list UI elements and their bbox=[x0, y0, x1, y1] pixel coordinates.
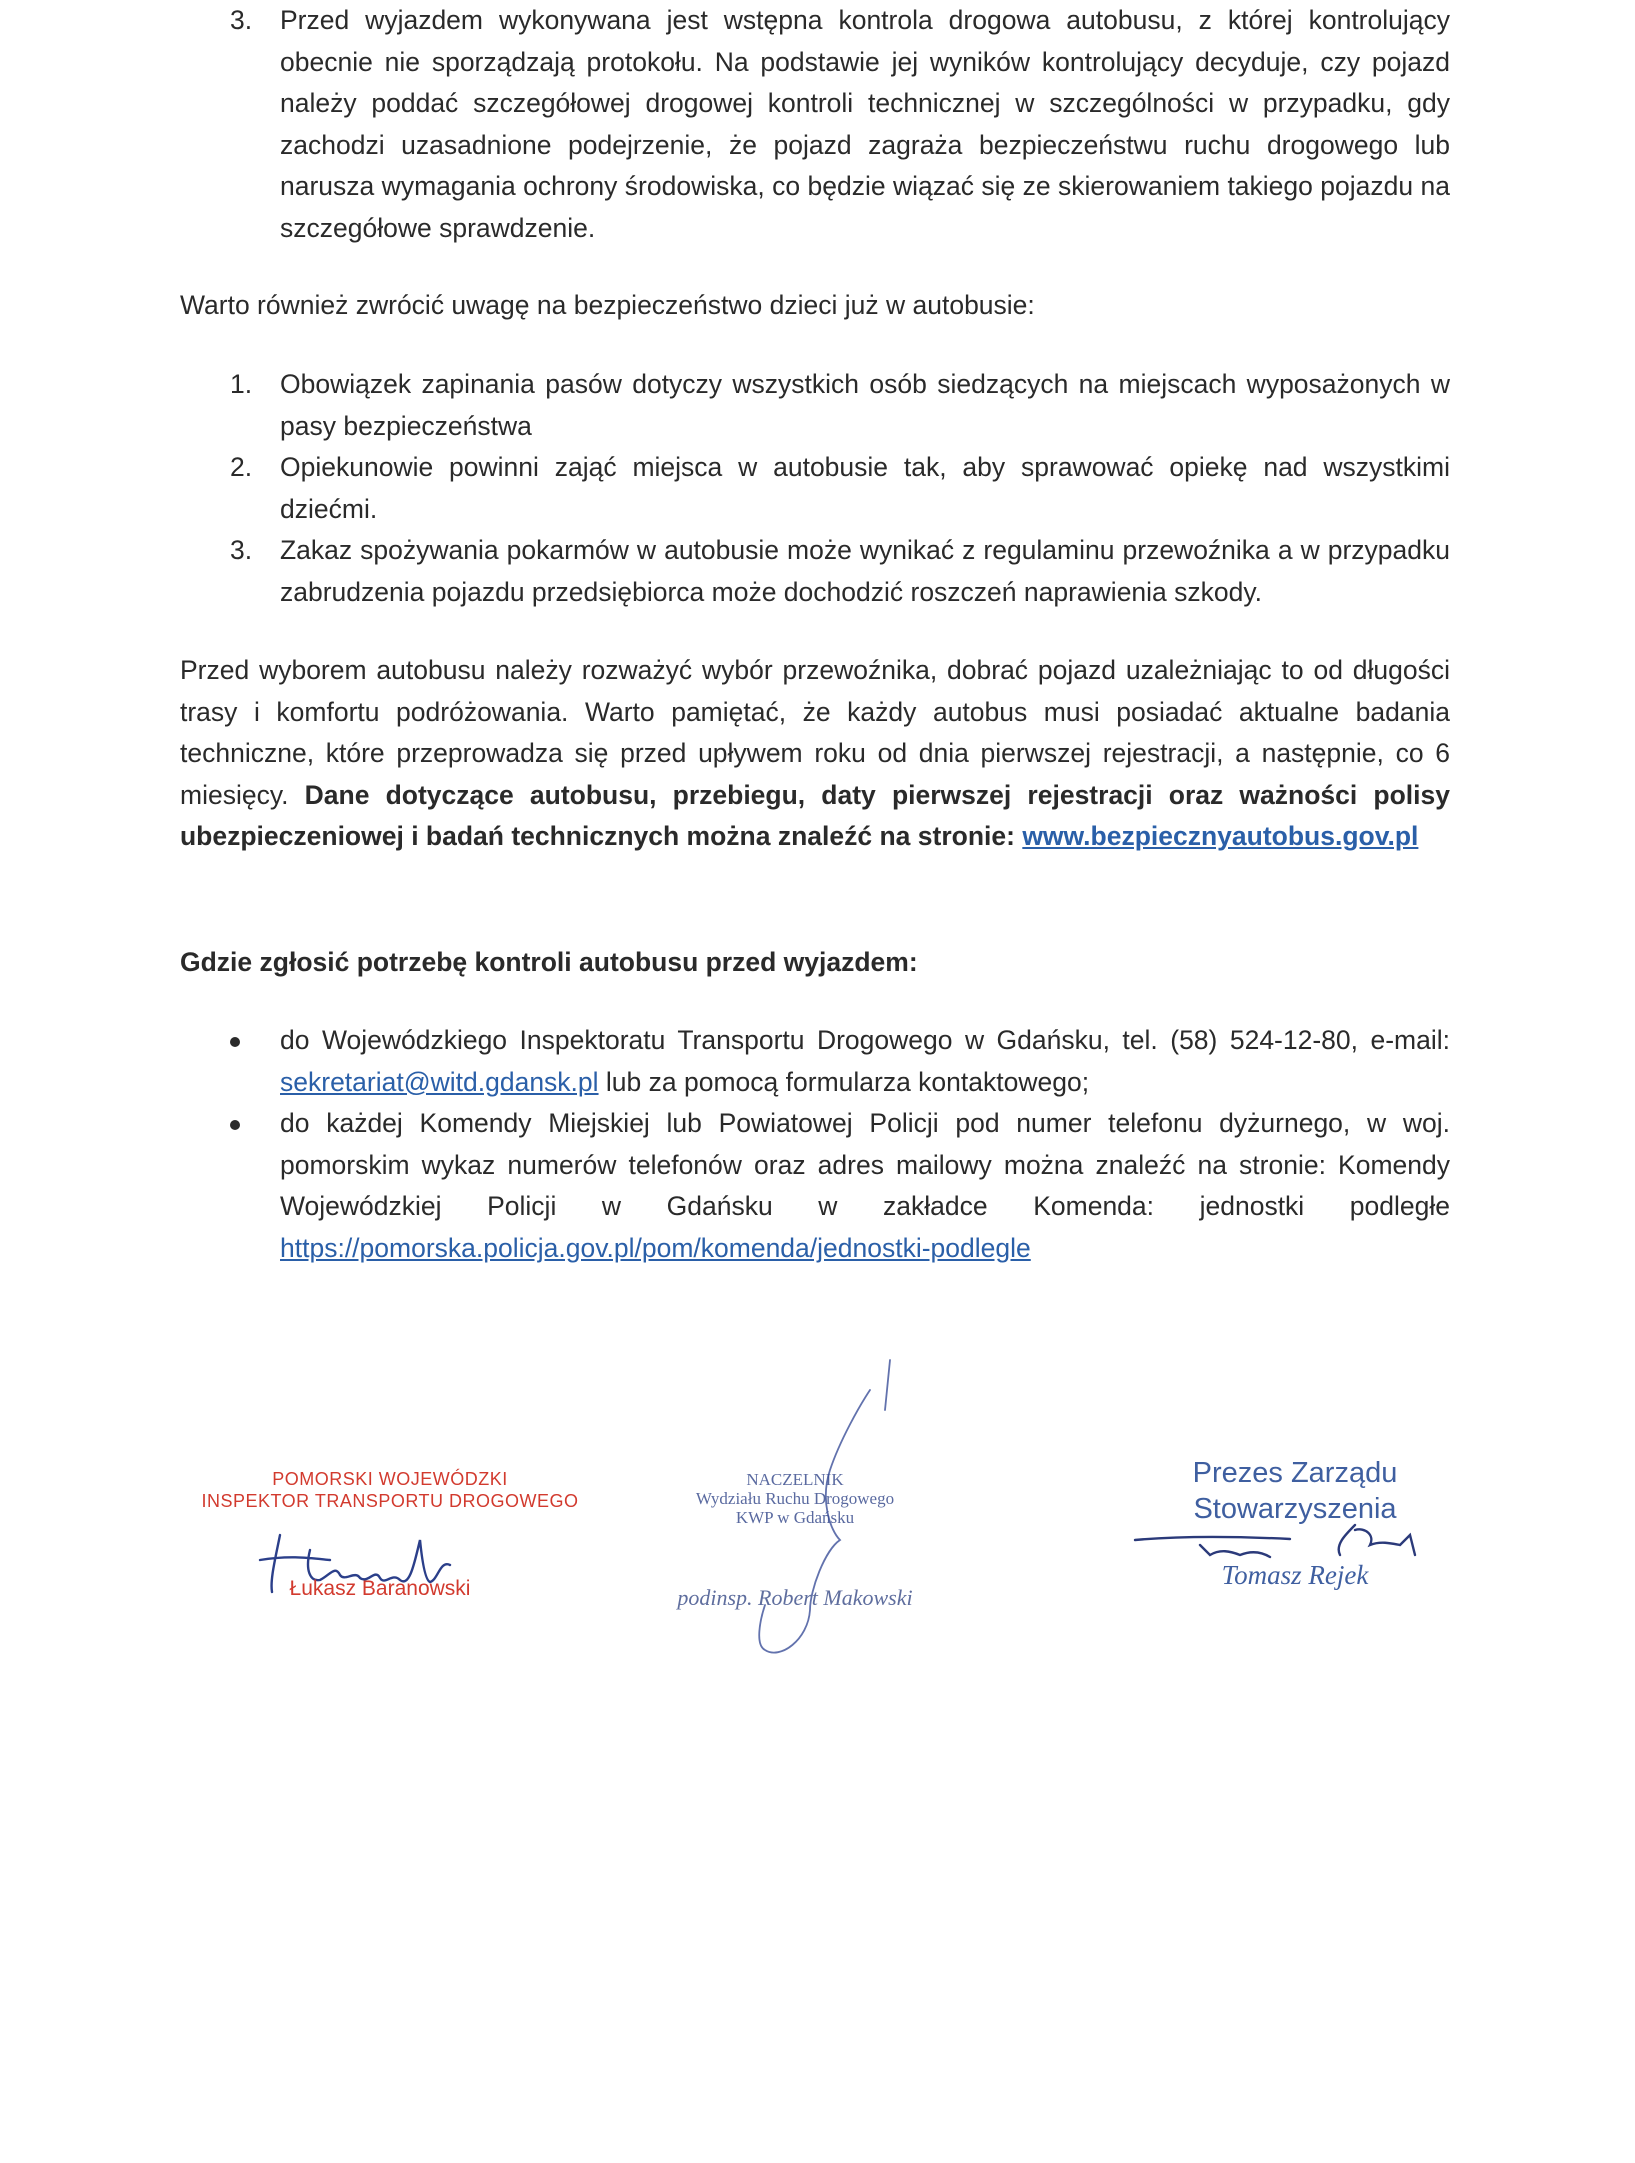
witd-stamp bbox=[190, 1468, 590, 1512]
witd-text: do Wojewódzkiego Inspektoratu Transportu Drogowego w Gdańsku, tel. (58) 524-12-80, e-mail: bbox=[280, 1025, 1450, 1055]
list-text: Zakaz spożywania pokarmów w autobusie może wynikać z regulaminu przewoźnika a w przypadku zabrudzenia pojazdu przedsiębiorca może dochodzić roszczeń naprawienia szkody. bbox=[280, 535, 1450, 607]
police-units-link[interactable]: https://pomorska.policja.gov.pl/pom/komenda/jednostki-podlegle bbox=[280, 1232, 1031, 1263]
police-signature-icon bbox=[690, 1350, 930, 1680]
witd-stamp-line2: INSPEKTOR TRANSPORTU DROGOWEGO bbox=[201, 1491, 579, 1511]
witd-email-link[interactable]: sekretariat@witd.gdansk.pl bbox=[280, 1066, 599, 1097]
bullet-text bbox=[280, 1103, 1450, 1269]
safety-intro: Warto również zwrócić uwagę na bezpieczeństwo dzieci już w autobusie: bbox=[180, 290, 1035, 320]
witd-stamp-line1: POMORSKI WOJEWÓDZKI bbox=[272, 1469, 508, 1489]
list-number: 2. bbox=[230, 452, 253, 482]
bus-choice-paragraph bbox=[180, 650, 1450, 858]
assoc-line2: Stowarzyszenia bbox=[1193, 1493, 1397, 1525]
police-stamp-line3: KWP w Gdańsku bbox=[735, 1508, 855, 1527]
list-text: Przed wyjazdem wykonywana jest wstępna kontrola drogowa autobusu, z której kontrolujący obecnie nie sporządzają protokołu. Na podstawie jej wyników kontrolujący decyduje, czy pojazd należy poddać szczegółowej drogowej kontroli technicznej w szczególności w przypadku, gdy zachodzi uzasadnione podejrzenie, że pojazd zagraża bezpieczeństwu ruchu drogowego lub narusza wymagania ochrony środowiska, co będzie wiązać się ze skierowaniem takiego pojazdu na szczegółowe sprawdzenie. bbox=[280, 5, 1450, 243]
choice-bold-text: Dane dotyczące autobusu, przebiegu, daty pierwszej rejestracji oraz ważności polisy ubezpieczeniowej i badań technicznych można znaleźć na stronie: bbox=[180, 779, 1450, 851]
list-number: 3. bbox=[230, 535, 253, 565]
bullet-text bbox=[280, 1020, 1450, 1103]
list-text: Obowiązek zapinania pasów dotyczy wszystkich osób siedzących na miejscach wyposażonych w pasy bezpieczeństwa bbox=[280, 369, 1450, 441]
report-heading: Gdzie zgłosić potrzebę kontroli autobusu przed wyjazdem: bbox=[180, 947, 918, 977]
assoc-name: Tomasz Rejek bbox=[1221, 1560, 1369, 1590]
assoc-line1: Prezes Zarządu bbox=[1192, 1457, 1398, 1489]
witd-name: Łukasz Baranowski bbox=[289, 1577, 471, 1600]
list-text: Opiekunowie powinni zająć miejsca w autobusie tak, aby sprawować opiekę nad wszystkimi dziećmi. bbox=[280, 452, 1450, 524]
bullet-icon bbox=[230, 1120, 240, 1130]
bezpieczny-autobus-link[interactable]: www.bezpiecznyautobus.gov.pl bbox=[1022, 821, 1419, 851]
police-text: do każdej Komendy Miejskiej lub Powiatowej Policji pod numer telefonu dyżurnego, w woj. pomorskim wykaz numerów telefonów oraz adres mailowy można znaleźć na stronie: Komendy Wojewódzkiej Policji w Gdańsku w zakładce Komenda: jednostki podległe bbox=[280, 1108, 1450, 1221]
police-stamp-line1: NACZELNIK bbox=[746, 1470, 844, 1489]
police-name: podinsp. Robert Makowski bbox=[677, 1585, 913, 1610]
list-number: 3. bbox=[230, 5, 253, 35]
police-stamp-line2: Wydziału Ruchu Drogowego bbox=[695, 1489, 895, 1508]
bullet-icon bbox=[230, 1037, 240, 1047]
witd-text-after: lub za pomocą formularza kontaktowego; bbox=[605, 1066, 1090, 1097]
list-number: 1. bbox=[230, 369, 253, 399]
choice-plain-text: Przed wyborem autobusu należy rozważyć wybór przewoźnika, dobrać pojazd uzależniając to od długości trasy i komfortu podróżowania. Warto pamiętać, że każdy autobus musi posiadać aktualne badania techniczne, które przeprowadza się przed upływem roku od dnia pierwszej rejestracji, a następnie, co 6 miesięcy. bbox=[180, 655, 1450, 810]
